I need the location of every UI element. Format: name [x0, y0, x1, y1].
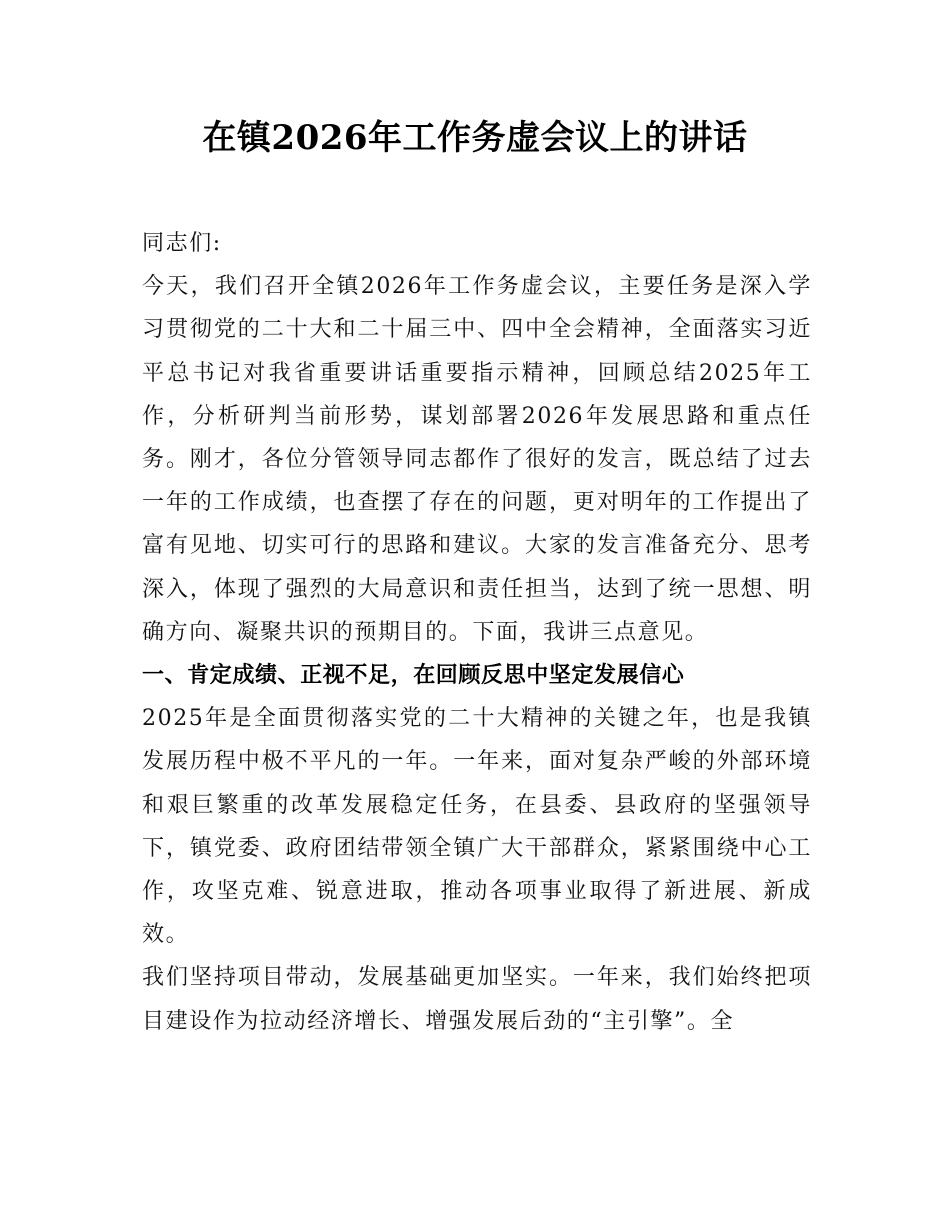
intro-paragraph: 今天，我们召开全镇2026年工作务虚会议，主要任务是深入学习贯彻党的二十大和二十届三中、四中全会精神，全面落实习近平总书记对我省重要讲话重要指示精神，回顾总结2025年工作，分析研判当前形势，谋划部署2026年发展思路和重点任务。刚才，各位分管领导同志都作了很好的发言，既总结了过去一年的工作成绩，也查摆了存在的问题，更对明年的工作提出了富有见地、切实可行的思路和建议。大家的发言准备充分、思考深入，体现了强烈的大局意识和责任担当，达到了统一思想、明确方向、凝聚共识的预期目的。下面，我讲三点意见。	[142, 274, 812, 645]
section-1-paragraph-1: 2025年是全面贯彻落实党的二十大精神的关键之年，也是我镇发展历程中极不平凡的一年。一年来，面对复杂严峻的外部环境和艰巨繁重的改革发展稳定任务，在县委、县政府的坚强领导下，镇党委、政府团结带领全镇广大干部群众，紧紧围绕中心工作，攻坚克难、锐意进取，推动各项事业取得了新进展、新成效。	[142, 706, 812, 948]
section-1-paragraph-2: 我们坚持项目带动，发展基础更加坚实。一年来，我们始终把项目建设作为拉动经济增长、增强发展后劲的“主引擎”。全	[142, 965, 812, 1034]
section-heading-1: 一、肯定成绩、正视不足，在回顾反思中坚定发展信心	[142, 663, 685, 689]
document-title: 在镇2026年工作务虚会议上的讲话	[202, 118, 748, 158]
salutation: 同志们:	[142, 231, 222, 256]
document-body	[142, 222, 812, 1043]
